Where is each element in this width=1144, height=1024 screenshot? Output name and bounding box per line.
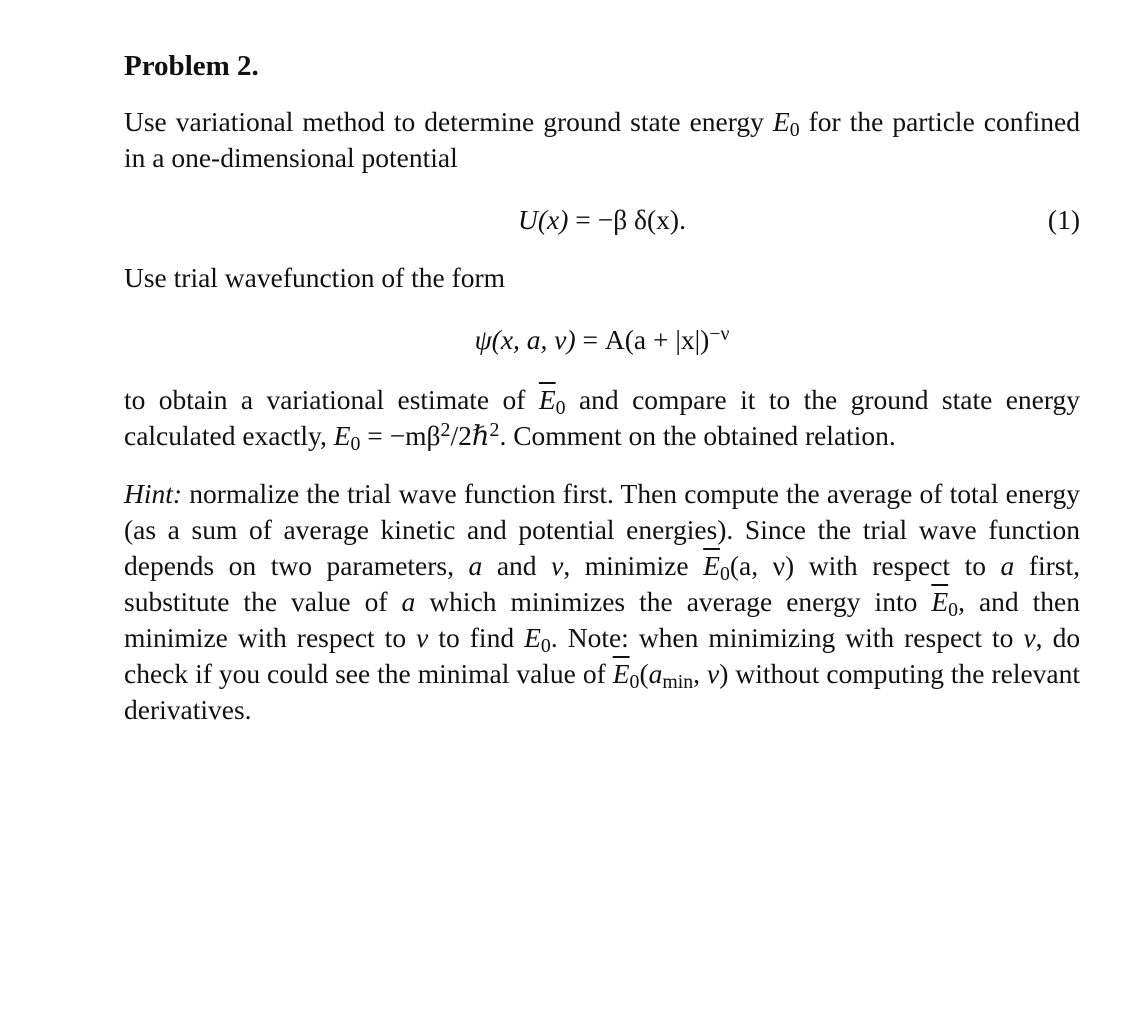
equation-2-rhs: = A(a + |x|)	[575, 324, 710, 355]
hint-text-1: normalize the trial wave function first. Then compute the average of total energy (as a sum of average kinetic and potential energies). Since the trial wave function depends on two parameters,	[124, 478, 1080, 581]
e0-bar-a-nu: $\overline{E}_0(a$, ν)	[703, 550, 795, 585]
hint-paragraph	[124, 476, 1080, 728]
param-nu-3: ν	[1023, 622, 1036, 653]
param-nu: ν	[551, 550, 564, 581]
param-nu-2: ν	[416, 622, 429, 653]
param-a-2: a	[1000, 550, 1015, 581]
param-a-3: a	[401, 586, 416, 617]
hint-text-3: with respect to	[808, 550, 986, 581]
intro-text-before: Use variational method to determine ground state energy	[124, 106, 764, 137]
hint-text-5: which minimizes the average energy into	[429, 586, 918, 617]
e0-symbol-2: $E_0$	[524, 622, 551, 657]
hint-text-9: , do check if you could see the minimal value of	[124, 622, 1081, 689]
hint-label: Hint:	[124, 478, 183, 509]
trial-intro: Use trial wavefunction of the form	[124, 262, 506, 293]
e0-bar-symbol: $\overline{E}_0$	[538, 384, 566, 419]
hint-text-4: first, substitute the value of	[124, 550, 1081, 617]
hint-text-2: , minimize	[563, 550, 689, 581]
estimate-paragraph	[124, 382, 1080, 454]
e0-bar-symbol-2: $\overline{E}_0$	[931, 586, 959, 621]
hint-text-10: without computing the relevant derivatives.	[124, 658, 1081, 725]
hint-text-6: , and then minimize with respect to	[124, 586, 1081, 653]
e0-bar-amin-nu: $\overline{E}_0(a_{min}$, ν)	[612, 658, 729, 693]
equation-1-rhs: = −β δ(x).	[568, 204, 686, 235]
intro-text-after: for the particle confined in a one-dimensional potential	[124, 106, 1080, 173]
hint-text-8: . Note: when minimizing with respect to	[550, 622, 1014, 653]
e0-symbol: $E_0$	[772, 106, 800, 141]
equation-2-exponent: −ν	[709, 323, 730, 346]
problem-title: Problem 2.	[124, 50, 259, 82]
estimate-text-3: . Comment on the obtained relation.	[499, 420, 896, 451]
hint-text-7: to find	[438, 622, 515, 653]
equation-1-number: (1)	[1047, 204, 1080, 235]
estimate-text-2: and compare it to the ground state energy calculated exactly,	[124, 384, 1081, 451]
equation-1-body	[124, 202, 1080, 238]
problem-page	[124, 48, 1080, 728]
equation-2-body	[124, 322, 1080, 358]
exact-energy-formula: $E_0$ = $-m\beta^2/2\hbar^2$	[333, 419, 500, 455]
hint-and: and	[496, 550, 537, 581]
param-a: a	[468, 550, 483, 581]
equation-2	[124, 310, 1080, 374]
intro-paragraph	[124, 104, 1080, 176]
equation-1-lhs: U(x)	[518, 204, 569, 235]
equation-1	[124, 190, 1080, 252]
estimate-text-1: to obtain a variational estimate of	[124, 384, 526, 415]
equation-2-lhs: ψ(x, a, ν)	[474, 324, 576, 355]
